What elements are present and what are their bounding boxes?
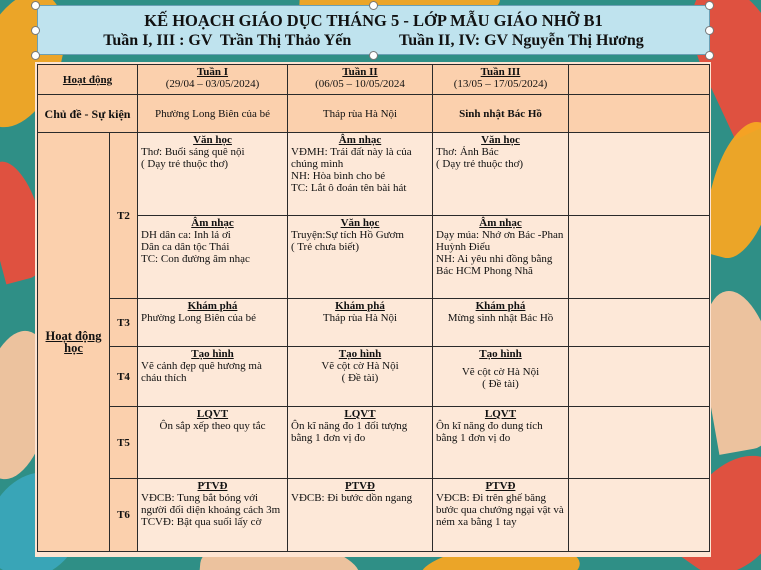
t6-week-2: PTVĐ VĐCB: Đi bước dồn ngang xyxy=(288,479,433,552)
t3-empty xyxy=(569,299,710,347)
day-label: T4 xyxy=(110,347,138,407)
t5-week-2: LQVT Ôn kĩ năng đo 1 đối tượng bằng 1 đơn vị đo xyxy=(288,407,433,479)
t3-week-1: Khám phá Phường Long Biên của bé xyxy=(138,299,288,347)
teachers-week-2-4: Tuần II, IV: GV Nguyễn Thị Hương xyxy=(399,32,644,49)
plan-teachers xyxy=(38,31,709,51)
day-label: T2 xyxy=(110,133,138,299)
header-week-2: Tuần II (06/05 – 10/05/2024 xyxy=(288,65,433,95)
t5-empty xyxy=(569,407,710,479)
day-label: T3 xyxy=(110,299,138,347)
t6-empty xyxy=(569,479,710,552)
t5-week-1: LQVT Ôn sắp xếp theo quy tắc xyxy=(138,407,288,479)
header-week-3: Tuần III (13/05 – 17/05/2024) xyxy=(433,65,569,95)
t2b-week-1: Âm nhạc DH dân ca: Inh lả ơi Dân ca dân tộc Thái TC: Con đường âm nhạc xyxy=(138,216,288,299)
t4-week-3: Tạo hình Vẽ cột cờ Hà Nội ( Đề tài) xyxy=(433,347,569,407)
t4-week-1: Tạo hình Vẽ cảnh đẹp quê hương mà cháu thích xyxy=(138,347,288,407)
t3-week-3: Khám phá Mừng sinh nhật Bác Hồ xyxy=(433,299,569,347)
theme-week-2: Tháp rùa Hà Nội xyxy=(288,95,433,133)
theme-week-1: Phường Long Biên của bé xyxy=(138,95,288,133)
plan-title: KẾ HOẠCH GIÁO DỤC THÁNG 5 - LỚP MẪU GIÁO NHỠ B1 xyxy=(144,11,603,30)
theme-empty xyxy=(569,95,710,133)
t5-week-3: LQVT Ôn kĩ năng đo dung tích bằng 1 đơn vị đo xyxy=(433,407,569,479)
t2b-empty xyxy=(569,216,710,299)
t2-week-2: Âm nhạc VĐMH: Trái đất này là của chúng mình NH: Hòa bình cho bé TC: Lắt ô đoán tên bài hát xyxy=(288,133,433,216)
t3-week-2: Khám phá Tháp rùa Hà Nội xyxy=(288,299,433,347)
t4-empty xyxy=(569,347,710,407)
plan-table xyxy=(37,64,710,552)
t6-week-1: PTVĐ VĐCB: Tung bắt bóng với người đối diện khoảng cách 3m TCVĐ: Bật qua suối lấy cờ xyxy=(138,479,288,552)
t2b-week-2: Văn học Truyện:Sự tích Hồ Gươm ( Trẻ chưa biết) xyxy=(288,216,433,299)
t6-week-3: PTVĐ VĐCB: Đi trên ghế băng bước qua chướng ngại vật và ném xa bằng 1 tay xyxy=(433,479,569,552)
header-activity: Hoạt động xyxy=(38,65,138,95)
theme-label: Chủ đề - Sự kiện xyxy=(38,95,138,133)
t4-week-2: Tạo hình Vẽ cột cờ Hà Nội ( Đề tài) xyxy=(288,347,433,407)
day-label: T5 xyxy=(110,407,138,479)
title-textbox[interactable] xyxy=(37,5,710,55)
teachers-week-1-3: Tuần I, III : GV Trần Thị Thảo Yến xyxy=(103,32,352,49)
t2-week-1: Văn học Thơ: Buổi sáng quê nội ( Dạy trẻ thuộc thơ) xyxy=(138,133,288,216)
plan-sheet xyxy=(35,62,711,557)
header-week-1: Tuần I (29/04 – 03/05/2024) xyxy=(138,65,288,95)
day-label: T6 xyxy=(110,479,138,552)
theme-week-3: Sinh nhật Bác Hồ xyxy=(433,95,569,133)
t2-week-3: Văn học Thơ: Ảnh Bác ( Dạy trẻ thuộc thơ) xyxy=(433,133,569,216)
activities-label: Hoạt động học xyxy=(38,133,110,552)
t2b-week-3: Âm nhạc Dạy múa: Nhớ ơn Bác -Phan Huỳnh Điểu NH: Ai yêu nhi đồng bằng Bác HCM Phong Nhã xyxy=(433,216,569,299)
header-empty xyxy=(569,65,710,95)
t2-empty xyxy=(569,133,710,216)
